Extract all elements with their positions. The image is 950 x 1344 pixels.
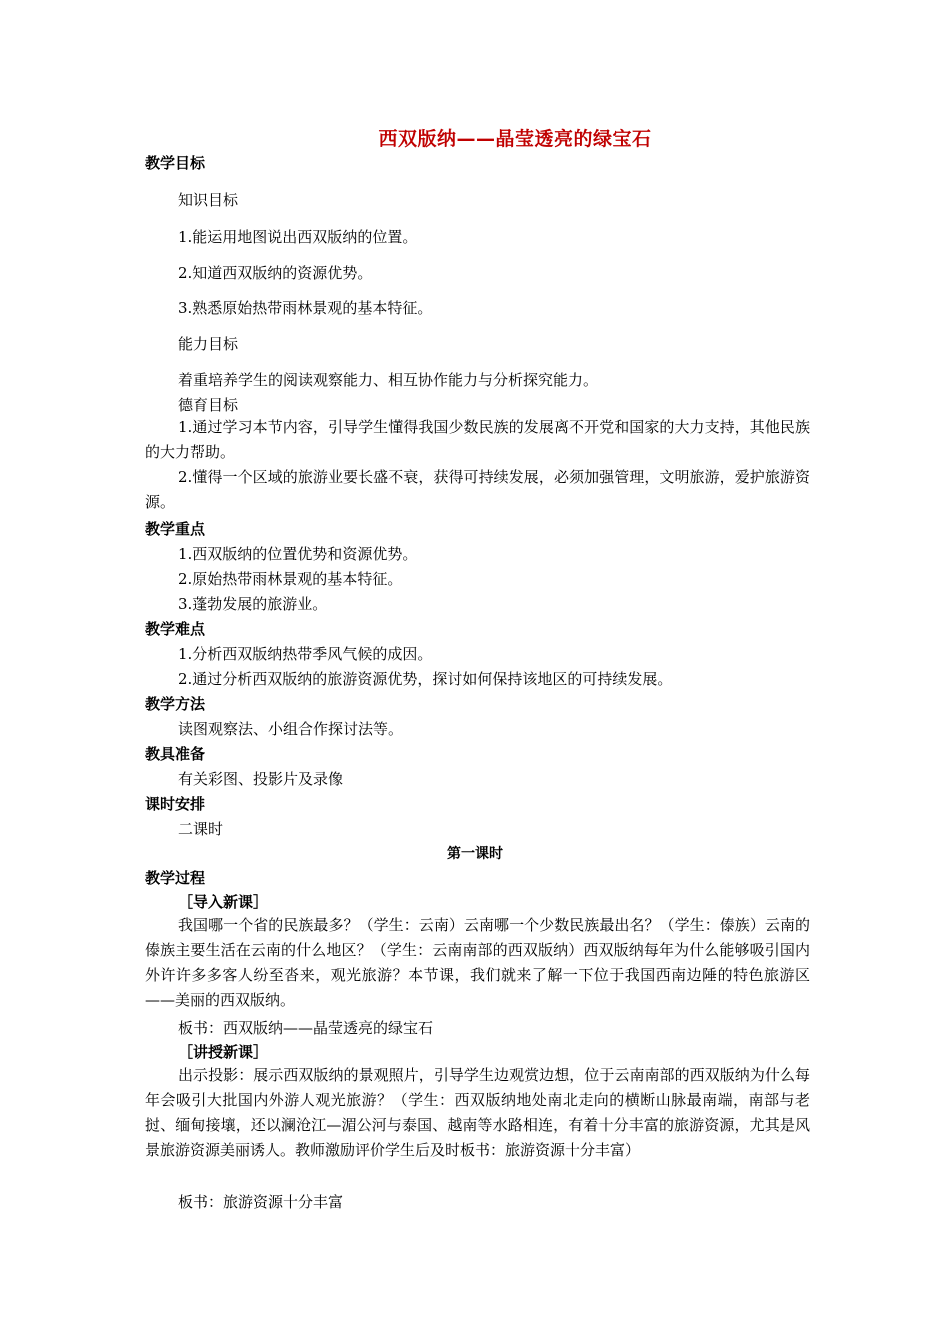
knowledge-goal-item: 3.熟悉原始热带雨林景观的基本特征。 xyxy=(178,299,433,317)
heading-methods: 教学方法 xyxy=(145,695,206,713)
knowledge-goal-item: 1.能运用地图说出西双版纳的位置。 xyxy=(178,228,418,246)
intro-label: ［导入新课］ xyxy=(178,893,269,911)
key-point-item: 3.蓬勃发展的旅游业。 xyxy=(178,595,328,613)
ability-goal-text: 着重培养学生的阅读观察能力、相互协作能力与分析探究能力。 xyxy=(178,371,599,389)
intro-text: 我国哪一个省的民族最多？（学生：云南）云南哪一个少数民族最出名？（学生：傣族）云南的傣族主要生活在云南的什么地区？（学生：云南南部的西双版纳）西双版纳每年为什么能够吸引国内外许许多多客人纷至沓来，观光旅游？本节课，我们就来了解一下位于我国西南边陲的特色旅游区——美丽的西双版纳。 xyxy=(145,916,810,1009)
schedule-text: 二课时 xyxy=(178,820,224,838)
key-point-item: 2.原始热带雨林景观的基本特征。 xyxy=(178,570,403,588)
methods-text: 读图观察法、小组合作探讨法等。 xyxy=(178,720,404,738)
teach-text: 出示投影：展示西双版纳的景观照片，引导学生边观赏边想，位于云南南部的西双版纳为什么每年会吸引大批国内外游人观光旅游？（学生：西双版纳地处南北走向的横断山脉最南端，南部与老挝、缅甸接壤，还以澜沧江—湄公河与泰国、越南等水路相连，有着十分丰富的旅游资源，尤其是风景旅游资源美丽诱人。教师激励评价学生后及时板书：旅游资源十分丰富） xyxy=(145,1066,810,1159)
moral-goal-label: 德育目标 xyxy=(178,396,239,414)
heading-process: 教学过程 xyxy=(145,869,206,887)
heading-tools: 教具准备 xyxy=(145,745,206,763)
difficulty-item: 1.分析西双版纳热带季风气候的成因。 xyxy=(178,645,433,663)
ability-goal-label: 能力目标 xyxy=(178,335,239,353)
heading-goals: 教学目标 xyxy=(145,154,206,172)
board-note: 板书：旅游资源十分丰富 xyxy=(178,1193,344,1211)
moral-goal-item: 2.懂得一个区域的旅游业要长盛不衰，获得可持续发展，必须加强管理，文明旅游，爱护旅游资源。 xyxy=(145,468,810,511)
heading-difficulties: 教学难点 xyxy=(145,620,206,638)
document-title: 西双版纳——晶莹透亮的绿宝石 xyxy=(378,128,652,150)
key-point-item: 1.西双版纳的位置优势和资源优势。 xyxy=(178,545,418,563)
knowledge-goal-label: 知识目标 xyxy=(178,191,239,209)
board-note: 板书：西双版纳——晶莹透亮的绿宝石 xyxy=(178,1019,434,1037)
heading-schedule: 课时安排 xyxy=(145,795,206,813)
moral-goal-item: 1.通过学习本节内容，引导学生懂得我国少数民族的发展离不开党和国家的大力支持，其他民族的大力帮助。 xyxy=(145,418,810,461)
knowledge-goal-item: 2.知道西双版纳的资源优势。 xyxy=(178,264,373,282)
tools-text: 有关彩图、投影片及录像 xyxy=(178,770,344,788)
difficulty-item: 2.通过分析西双版纳的旅游资源优势，探讨如何保持该地区的可持续发展。 xyxy=(178,670,673,688)
heading-key-points: 教学重点 xyxy=(145,520,206,538)
lesson-one-heading: 第一课时 xyxy=(447,846,503,862)
teach-label: ［讲授新课］ xyxy=(178,1043,269,1061)
